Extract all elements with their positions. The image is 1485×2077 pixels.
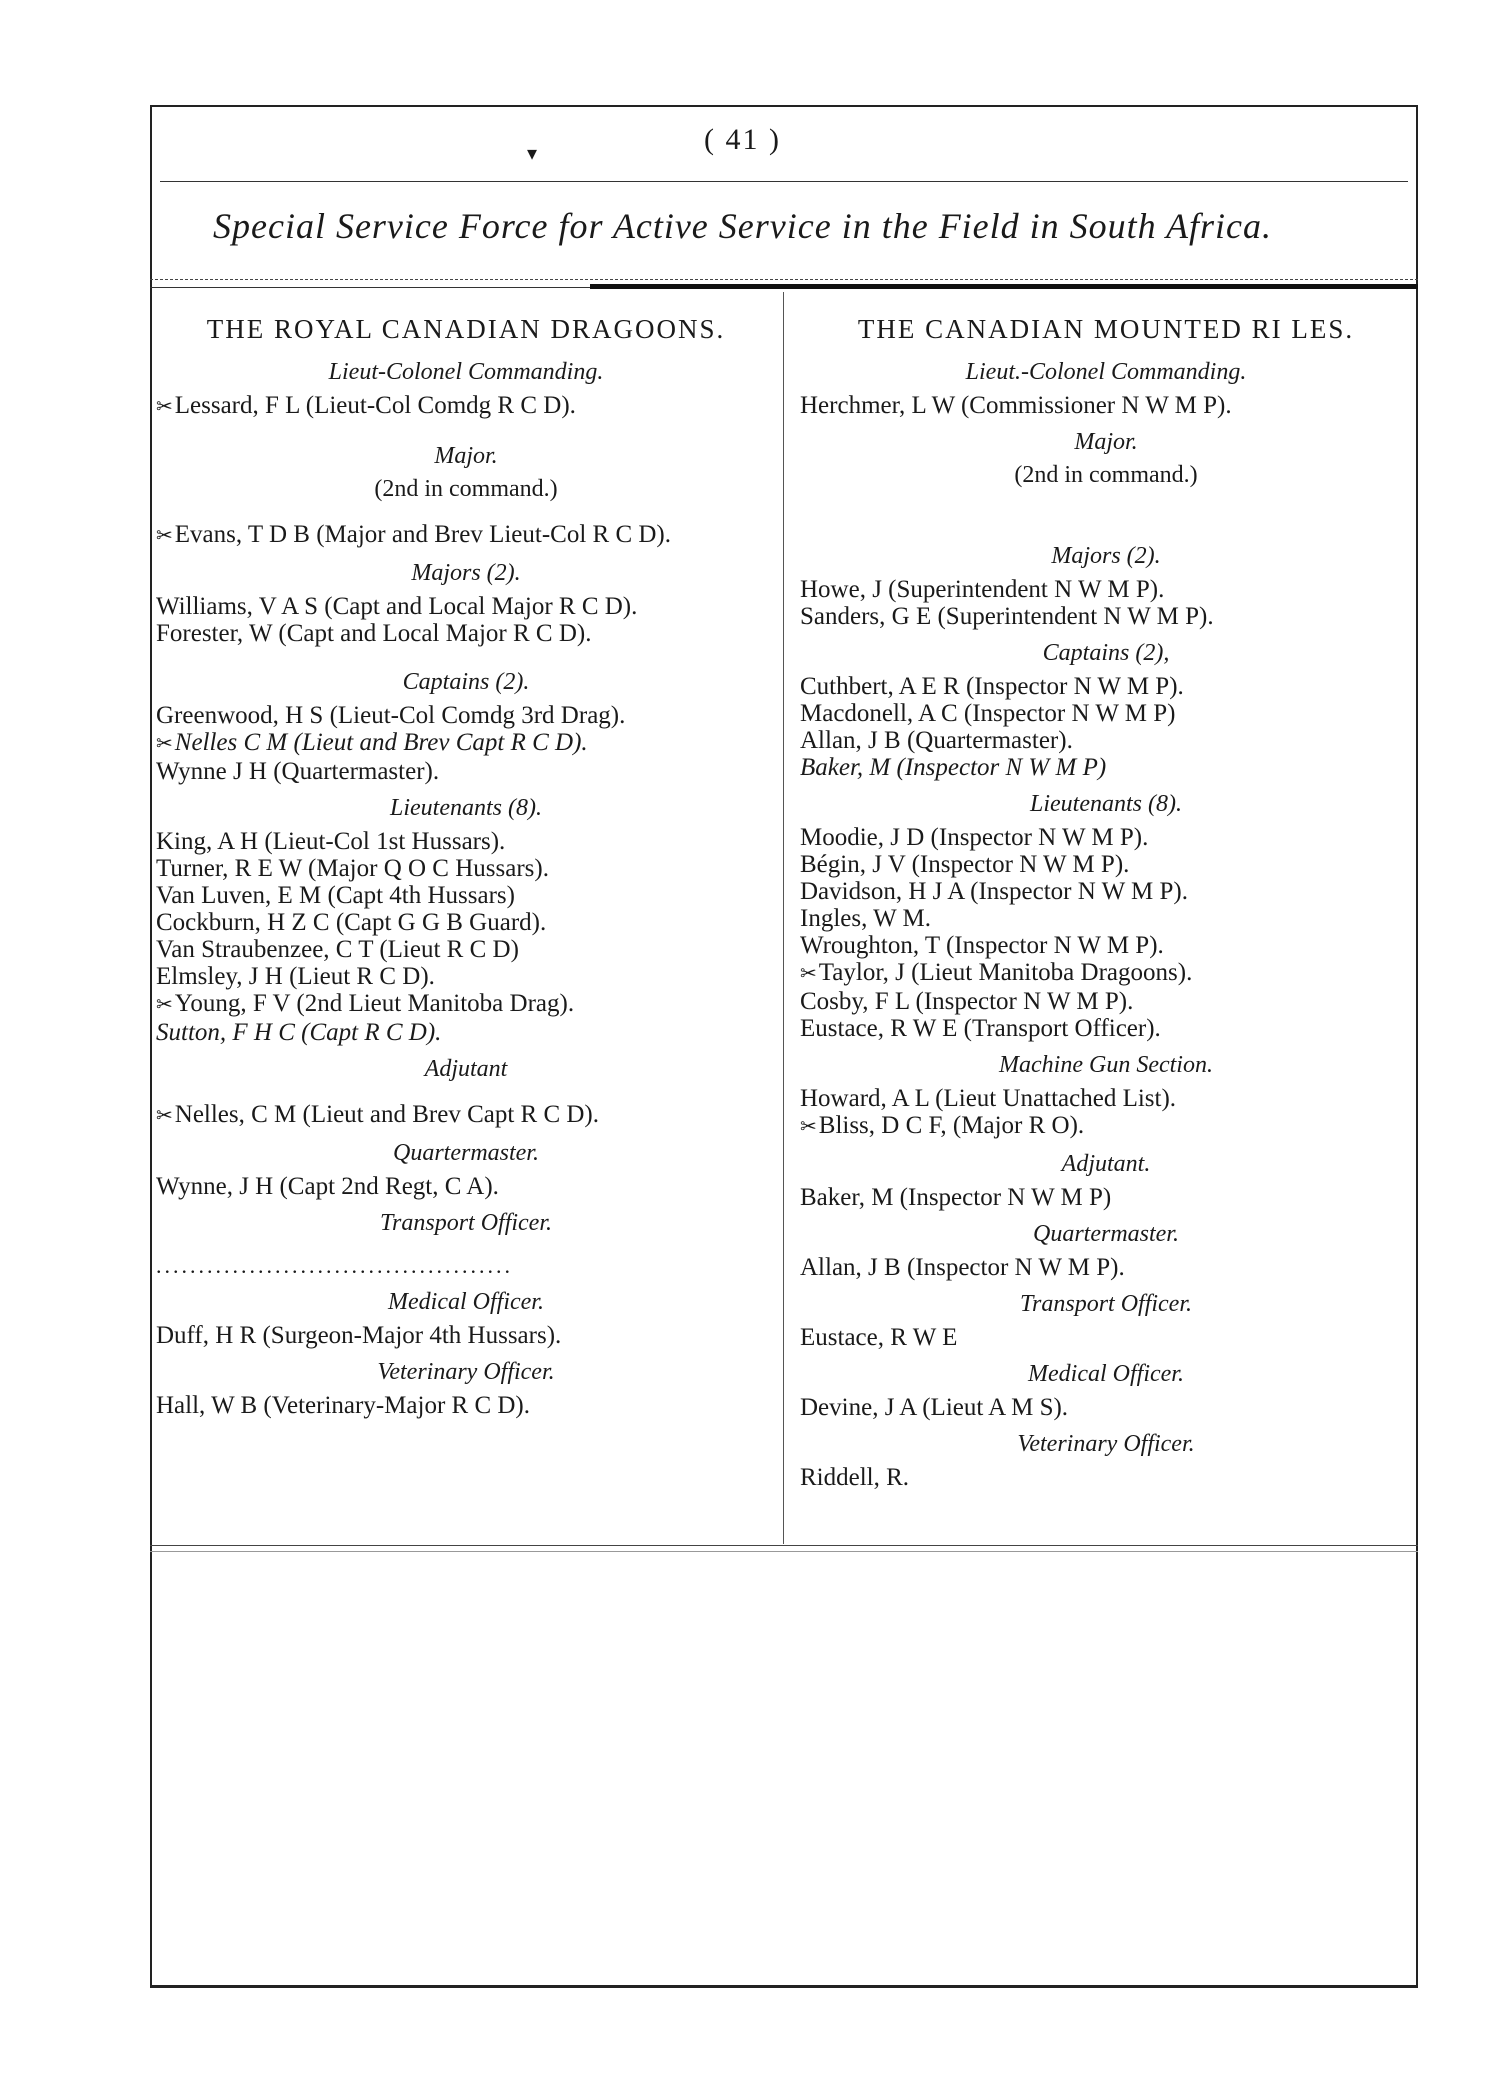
- list-item: Howard, A L (Lieut Unattached List).: [800, 1085, 1177, 1112]
- right-veterinary-label: Veterinary Officer.: [1017, 1431, 1195, 1457]
- left-adjutant-label: Adjutant: [424, 1056, 508, 1082]
- title-rule-left: [150, 287, 590, 288]
- right-major-label: Major.: [1074, 429, 1138, 455]
- right-quartermaster-label: Quartermaster.: [1032, 1221, 1179, 1247]
- columns-end-rule: [150, 1545, 1418, 1546]
- list-item: Riddell, R.: [800, 1464, 910, 1491]
- left-captains-label: Captains (2).: [402, 669, 530, 695]
- left-lieutenants-list: [156, 828, 776, 1046]
- left-major-label: Major.: [434, 443, 498, 469]
- list-item: ✂Bliss, D C F, (Major R O).: [800, 1112, 1085, 1139]
- scissors-icon: ✂: [156, 733, 173, 755]
- scissors-icon: ✂: [156, 525, 173, 547]
- right-major-sub: (2nd in command.): [1014, 462, 1198, 488]
- left-majors-label: Majors (2).: [411, 560, 521, 586]
- list-item: Howe, J (Superintendent N W M P).: [800, 576, 1165, 603]
- page-number: ( 41 ): [704, 123, 781, 156]
- right-lieutenants-list: [800, 824, 1412, 1042]
- scissors-icon: ✂: [156, 994, 173, 1016]
- list-item: Bégin, J V (Inspector N W M P).: [800, 851, 1130, 878]
- list-item: Van Straubenzee, C T (Lieut R C D): [156, 936, 519, 963]
- left-lieutenants-label: Lieutenants (8).: [390, 795, 542, 821]
- left-transport-dots: ..........................................: [156, 1253, 513, 1278]
- list-item: Baker, M (Inspector N W M P): [800, 754, 1107, 781]
- right-machine-gun-list: [800, 1085, 1412, 1141]
- list-item: Duff, H R (Surgeon-Major 4th Hussars).: [156, 1322, 562, 1349]
- left-captains-list: [156, 702, 776, 785]
- list-item: Baker, M (Inspector N W M P): [800, 1184, 1112, 1211]
- right-machine-gun-label: Machine Gun Section.: [999, 1052, 1213, 1078]
- list-item: Eustace, R W E: [800, 1324, 958, 1351]
- list-item: Herchmer, L W (Commissioner N W M P).: [800, 392, 1232, 419]
- list-item: Cockburn, H Z C (Capt G G B Guard).: [156, 909, 547, 936]
- list-item: Cuthbert, A E R (Inspector N W M P).: [800, 673, 1184, 700]
- right-quartermaster-list: [800, 1254, 1412, 1281]
- scissors-icon: ✂: [156, 1105, 173, 1127]
- left-major-list: [156, 521, 776, 550]
- right-adjutant-list: [800, 1184, 1412, 1211]
- right-veterinary-list: [800, 1464, 1412, 1491]
- left-medical-list: [156, 1322, 776, 1349]
- right-medical-list: [800, 1394, 1412, 1421]
- right-transport-label: Transport Officer.: [1019, 1291, 1193, 1317]
- scissors-icon: ✂: [800, 963, 817, 985]
- header-rule: [160, 181, 1408, 182]
- title-rule: [150, 279, 1418, 280]
- stray-mark: ▾: [527, 141, 538, 165]
- left-major-sub: (2nd in command.): [374, 476, 558, 502]
- scissors-icon: ✂: [800, 1116, 817, 1138]
- list-item: ✂Nelles, C M (Lieut and Brev Capt R C D).: [156, 1101, 600, 1128]
- list-item: ✂Young, F V (2nd Lieut Manitoba Drag).: [156, 990, 575, 1017]
- right-majors-label: Majors (2).: [1051, 543, 1161, 569]
- list-item: Williams, V A S (Capt and Local Major R C D).: [156, 593, 638, 620]
- right-heading: THE CANADIAN MOUNTED RI LES.: [857, 314, 1355, 344]
- left-quartermaster-list: [156, 1173, 776, 1200]
- page-title: Special Service Force for Active Service in the Field in South Africa.: [212, 206, 1272, 246]
- left-heading: THE ROYAL CANADIAN DRAGOONS.: [206, 314, 726, 344]
- right-captains-list: [800, 673, 1412, 781]
- right-adjutant-label: Adjutant.: [1061, 1151, 1151, 1177]
- list-item: Cosby, F L (Inspector N W M P).: [800, 988, 1134, 1015]
- columns-end-rule-secondary: [150, 1551, 1418, 1552]
- right-transport-list: [800, 1324, 1412, 1351]
- list-item: Moodie, J D (Inspector N W M P).: [800, 824, 1149, 851]
- list-item: ✂Evans, T D B (Major and Brev Lieut-Col R C D).: [156, 521, 672, 548]
- list-item: Turner, R E W (Major Q O C Hussars).: [156, 855, 549, 882]
- list-item: Allan, J B (Quartermaster).: [800, 727, 1073, 754]
- left-majors-list: [156, 593, 776, 647]
- list-item: Macdonell, A C (Inspector N W M P): [800, 700, 1176, 727]
- list-item: Wynne J H (Quartermaster).: [156, 758, 440, 785]
- title-rule-thick: [590, 284, 1418, 289]
- left-lieut-colonel-list: [156, 392, 776, 421]
- list-item: Wroughton, T (Inspector N W M P).: [800, 932, 1164, 959]
- list-item: Allan, J B (Inspector N W M P).: [800, 1254, 1125, 1281]
- left-lieut-colonel-label: Lieut-Colonel Commanding.: [328, 359, 604, 385]
- list-item: Wynne, J H (Capt 2nd Regt, C A).: [156, 1173, 499, 1200]
- list-item: Devine, J A (Lieut A M S).: [800, 1394, 1069, 1421]
- left-veterinary-label: Veterinary Officer.: [377, 1359, 555, 1385]
- left-column: [156, 298, 776, 1423]
- right-captains-label: Captains (2),: [1042, 640, 1170, 666]
- list-item: Sanders, G E (Superintendent N W M P).: [800, 603, 1214, 630]
- list-item: Forester, W (Capt and Local Major R C D).: [156, 620, 592, 647]
- list-item: Elmsley, J H (Lieut R C D).: [156, 963, 435, 990]
- list-item: ✂Lessard, F L (Lieut-Col Comdg R C D).: [156, 392, 576, 419]
- right-major-blank: [800, 499, 1412, 533]
- column-divider: [783, 292, 784, 1544]
- left-adjutant-list: [156, 1101, 776, 1130]
- list-item: Hall, W B (Veterinary-Major R C D).: [156, 1392, 530, 1419]
- list-item: Sutton, F H C (Capt R C D).: [156, 1019, 442, 1046]
- left-veterinary-list: [156, 1392, 776, 1419]
- right-column: [800, 298, 1412, 1495]
- list-item: King, A H (Lieut-Col 1st Hussars).: [156, 828, 506, 855]
- right-majors-list: [800, 576, 1412, 630]
- right-medical-label: Medical Officer.: [1028, 1361, 1184, 1387]
- scissors-icon: ✂: [156, 396, 173, 418]
- list-item: ✂Nelles C M (Lieut and Brev Capt R C D).: [156, 729, 588, 756]
- left-medical-label: Medical Officer.: [388, 1289, 544, 1315]
- right-lieutenants-label: Lieutenants (8).: [1030, 791, 1182, 817]
- list-item: Van Luven, E M (Capt 4th Hussars): [156, 882, 515, 909]
- left-quartermaster-label: Quartermaster.: [392, 1140, 539, 1166]
- right-lieut-colonel-list: [800, 392, 1412, 419]
- list-item: Davidson, H J A (Inspector N W M P).: [800, 878, 1188, 905]
- list-item: Ingles, W M.: [800, 905, 932, 932]
- list-item: Eustace, R W E (Transport Officer).: [800, 1015, 1161, 1042]
- right-lieut-colonel-label: Lieut.-Colonel Commanding.: [965, 359, 1247, 385]
- left-transport-label: Transport Officer.: [379, 1210, 553, 1236]
- list-item: ✂Taylor, J (Lieut Manitoba Dragoons).: [800, 959, 1193, 986]
- list-item: Greenwood, H S (Lieut-Col Comdg 3rd Drag).: [156, 702, 626, 729]
